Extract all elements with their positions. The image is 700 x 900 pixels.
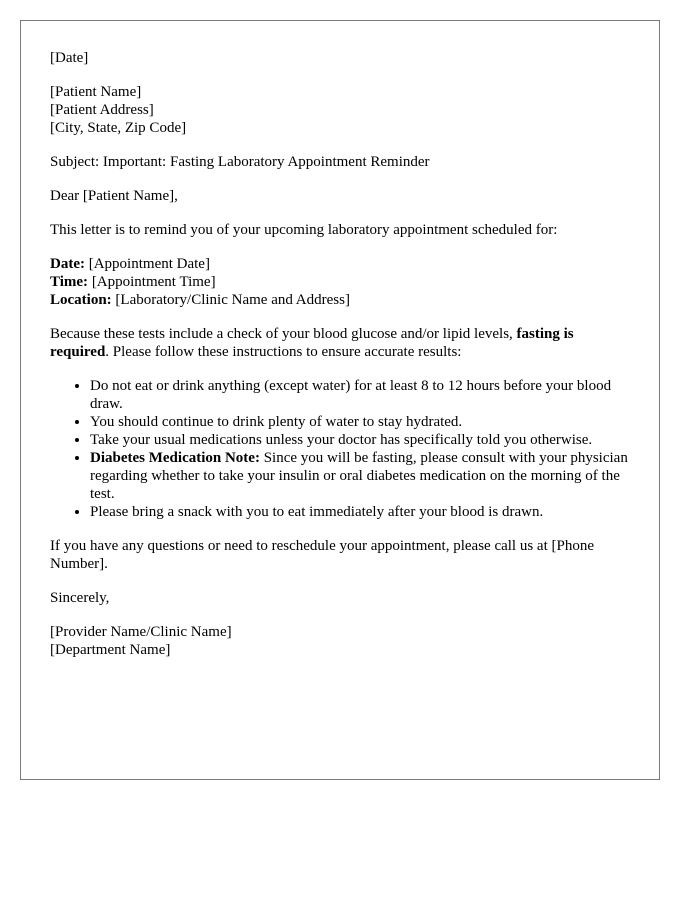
letter-salutation: Dear [Patient Name], <box>50 188 178 204</box>
recipient-address: [Patient Address] <box>50 102 154 118</box>
instruction-text: Please bring a snack with you to eat immediately after your blood is drawn. <box>90 504 544 520</box>
instruction-text: Since you will be fasting, please consult with your physician regarding whether to take your insulin or oral diabetes medication on the morning of the test. <box>90 450 628 502</box>
appointment-location-value: [Laboratory/Clinic Name and Address] <box>111 292 350 308</box>
appointment-location-label: Location: <box>50 292 112 308</box>
appointment-time-line <box>50 273 630 291</box>
fasting-paragraph <box>50 325 630 361</box>
instruction-text: You should continue to drink plenty of water to stay hydrated. <box>90 414 463 430</box>
appointment-time-value: [Appointment Time] <box>88 274 216 290</box>
instruction-item <box>90 503 630 521</box>
recipient-city-state-zip: [City, State, Zip Code] <box>50 120 187 136</box>
signature-provider: [Provider Name/Clinic Name] <box>50 624 232 640</box>
appointment-date-value: [Appointment Date] <box>84 256 210 272</box>
appointment-time-label: Time: <box>50 274 89 290</box>
letter-page <box>20 20 660 780</box>
fasting-text-before: Because these tests include a check of your blood glucose and/or lipid levels, <box>50 326 517 342</box>
instruction-text: Do not eat or drink anything (except water) for at least 8 to 12 hours before your blood draw. <box>90 378 612 412</box>
contact-paragraph: If you have any questions or need to reschedule your appointment, please call us at [Phone Number]. <box>50 538 595 572</box>
instruction-label: Diabetes Medication Note: <box>90 450 260 466</box>
recipient-name: [Patient Name] <box>50 84 142 100</box>
letter-subject: Subject: Important: Fasting Laboratory Appointment Reminder <box>50 154 430 170</box>
instruction-item <box>90 413 630 431</box>
instruction-item <box>90 431 630 449</box>
letter-closing: Sincerely, <box>50 590 110 606</box>
signature-block <box>50 623 630 659</box>
letter-intro: This letter is to remind you of your upcoming laboratory appointment scheduled for: <box>50 222 558 238</box>
appointment-details <box>50 255 630 309</box>
instruction-item <box>90 449 630 503</box>
recipient-address-block <box>50 83 630 137</box>
fasting-text-after: . Please follow these instructions to ensure accurate results: <box>105 344 462 360</box>
instruction-item <box>90 377 630 413</box>
appointment-date-line <box>50 255 630 273</box>
fasting-emphasis: fasting is required <box>50 326 574 360</box>
appointment-date-label: Date: <box>50 256 85 272</box>
fasting-instructions-list <box>50 377 630 521</box>
appointment-location-line <box>50 291 630 309</box>
instruction-text: Take your usual medications unless your doctor has specifically told you otherwise. <box>90 432 593 448</box>
letter-date: [Date] <box>50 50 89 66</box>
signature-department: [Department Name] <box>50 642 171 658</box>
